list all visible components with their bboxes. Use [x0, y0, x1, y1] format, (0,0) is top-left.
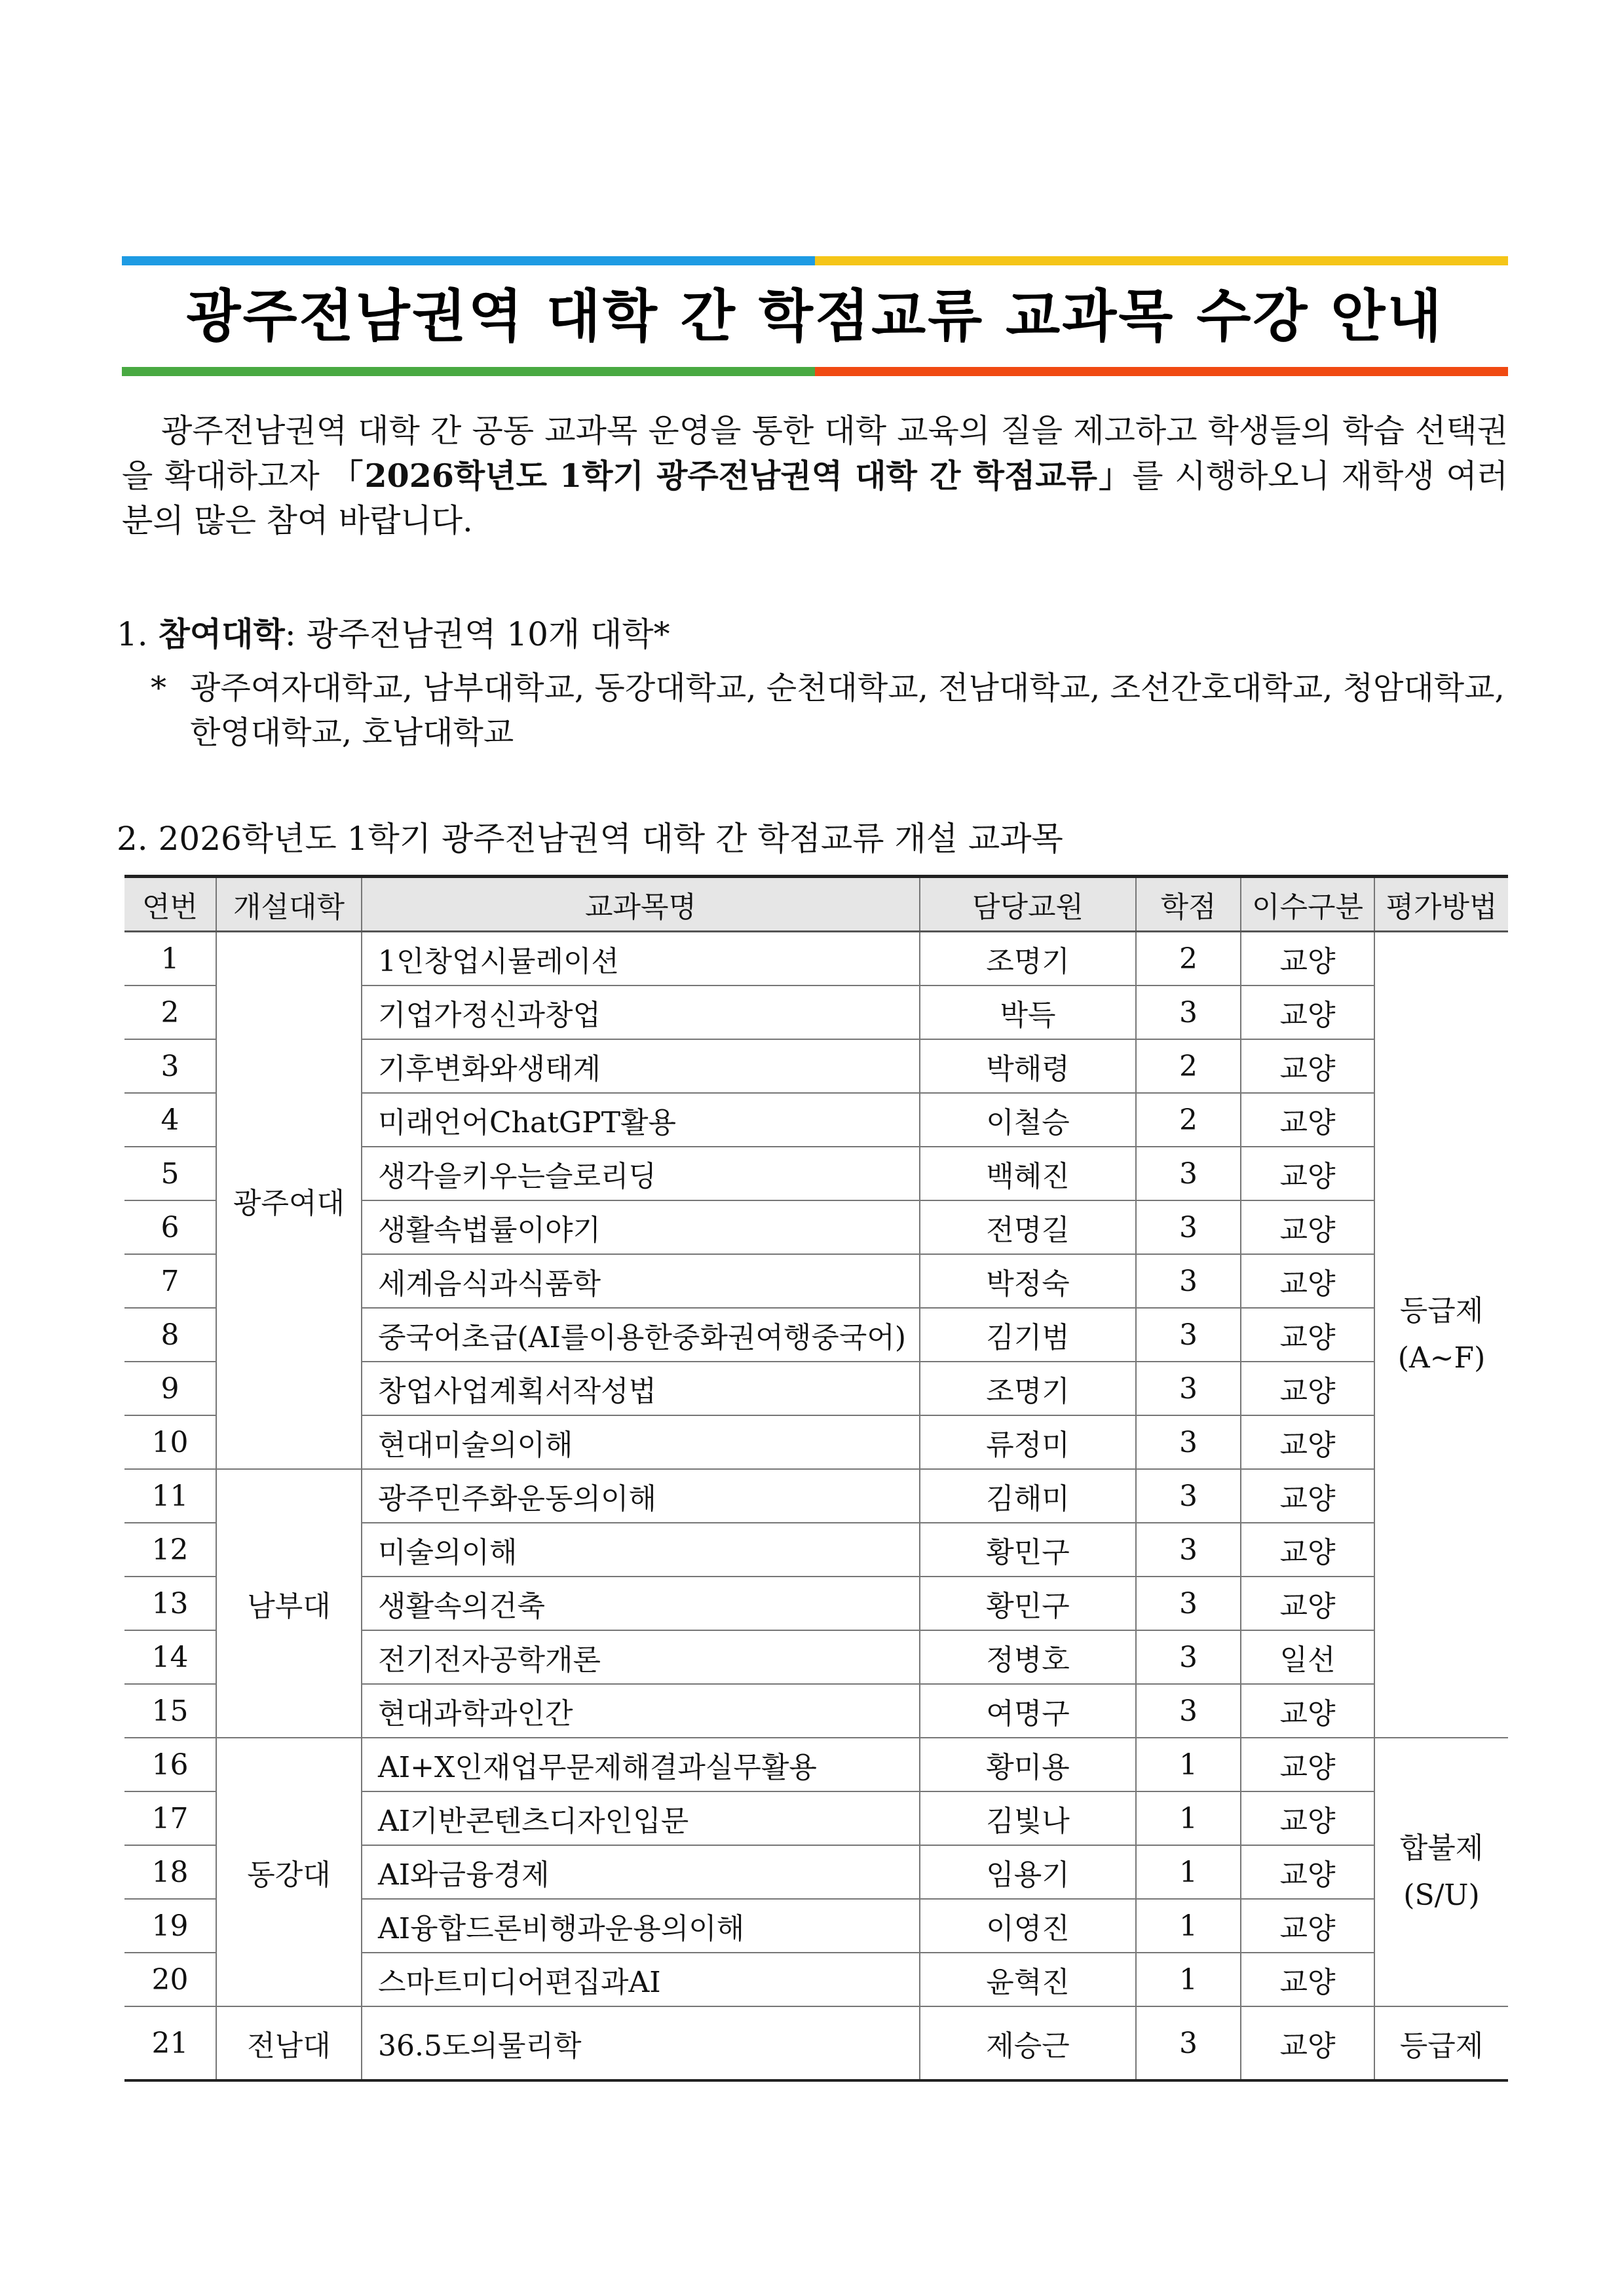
cell-university: 광주여대 — [216, 932, 362, 1470]
cell-course: AI융합드론비행과운용의이해 — [362, 1899, 920, 1953]
cell-credit: 1 — [1136, 1899, 1241, 1953]
evaluation-grade-label: 등급제 — [1399, 1294, 1484, 1328]
cell-credit: 1 — [1136, 1845, 1241, 1899]
cell-course: 생활속의건축 — [362, 1577, 920, 1630]
cell-type: 교양 — [1241, 1791, 1374, 1845]
cell-evaluation-last: 등급제 — [1374, 2006, 1508, 2080]
cell-credit: 2 — [1136, 1093, 1241, 1147]
cell-no: 19 — [124, 1899, 216, 1953]
evaluation-grade-sub: (A~F) — [1397, 1341, 1486, 1375]
cell-course: 미술의이해 — [362, 1523, 920, 1577]
section-1-label: 참여대학 — [158, 615, 285, 653]
cell-course: 현대과학과인간 — [362, 1684, 920, 1738]
cell-no: 7 — [124, 1254, 216, 1308]
cell-type: 교양 — [1241, 985, 1374, 1039]
cell-course: 세계음식과식품학 — [362, 1254, 920, 1308]
cell-professor: 전명길 — [920, 1200, 1136, 1254]
cell-type: 교양 — [1241, 932, 1374, 986]
cell-credit: 3 — [1136, 1147, 1241, 1200]
cell-no: 3 — [124, 1039, 216, 1093]
cell-type: 교양 — [1241, 1415, 1374, 1469]
cell-course: 기후변화와생태계 — [362, 1039, 920, 1093]
cell-course: 기업가정신과창업 — [362, 985, 920, 1039]
section-1-number: 1. — [117, 615, 148, 653]
table-row — [124, 1738, 1508, 1791]
cell-credit: 3 — [1136, 1200, 1241, 1254]
cell-course: 전기전자공학개론 — [362, 1630, 920, 1684]
cell-no: 9 — [124, 1362, 216, 1415]
participating-university-list: 광주여자대학교, 남부대학교, 동강대학교, 순천대학교, 전남대학교, 조선간호대학교, 청암대학교, 한영대학교, 호남대학교 — [190, 670, 1505, 751]
cell-evaluation-passfail — [1374, 1738, 1508, 2006]
cell-professor: 박해령 — [920, 1039, 1136, 1093]
title-rule-top-left — [122, 256, 815, 265]
cell-credit: 3 — [1136, 1469, 1241, 1523]
table-row — [124, 1469, 1508, 1523]
cell-credit: 3 — [1136, 1254, 1241, 1308]
cell-credit: 3 — [1136, 1684, 1241, 1738]
cell-professor: 박정숙 — [920, 1254, 1136, 1308]
cell-type: 교양 — [1241, 1684, 1374, 1738]
header-no: 연번 — [124, 877, 216, 932]
cell-professor: 임용기 — [920, 1845, 1136, 1899]
cell-no: 10 — [124, 1415, 216, 1469]
intro-highlight: 「2026학년도 1학기 광주전남권역 대학 간 학점교류」 — [331, 457, 1133, 495]
cell-professor: 백혜진 — [920, 1147, 1136, 1200]
cell-credit: 3 — [1136, 1577, 1241, 1630]
cell-course: AI와금융경제 — [362, 1845, 920, 1899]
cell-professor: 이영진 — [920, 1899, 1136, 1953]
cell-course: 1인창업시뮬레이션 — [362, 932, 920, 986]
cell-professor: 류정미 — [920, 1415, 1136, 1469]
intro-text-1: 광주전남권역 대학 간 공동 교과목 운영을 통한 대학 교육의 질을 제고하고 학생들의 학습 선택권을 확대하고자 — [122, 412, 1508, 495]
cell-no: 13 — [124, 1577, 216, 1630]
cell-type: 교양 — [1241, 1469, 1374, 1523]
cell-type: 교양 — [1241, 1523, 1374, 1577]
cell-type: 교양 — [1241, 1147, 1374, 1200]
cell-no: 16 — [124, 1738, 216, 1791]
cell-no: 18 — [124, 1845, 216, 1899]
cell-course: 창업사업계획서작성법 — [362, 1362, 920, 1415]
header-university: 개설대학 — [216, 877, 362, 932]
cell-credit: 3 — [1136, 2006, 1241, 2080]
cell-professor: 김기범 — [920, 1308, 1136, 1362]
cell-university: 남부대 — [216, 1469, 362, 1738]
cell-evaluation-grade — [1374, 932, 1508, 1738]
cell-type: 교양 — [1241, 1953, 1374, 2006]
cell-university: 동강대 — [216, 1738, 362, 2006]
cell-course: AI기반콘텐츠디자인입문 — [362, 1791, 920, 1845]
cell-course: 광주민주화운동의이해 — [362, 1469, 920, 1523]
title-rule-bottom-right — [815, 367, 1508, 376]
cell-no: 5 — [124, 1147, 216, 1200]
cell-professor: 황민구 — [920, 1577, 1136, 1630]
section-1-note — [151, 666, 1513, 755]
cell-type: 교양 — [1241, 2006, 1374, 2080]
header-professor: 담당교원 — [920, 877, 1136, 932]
cell-type: 교양 — [1241, 1254, 1374, 1308]
cell-no: 17 — [124, 1791, 216, 1845]
section-1-text: : 광주전남권역 10개 대학* — [284, 615, 670, 653]
cell-credit: 3 — [1136, 1523, 1241, 1577]
cell-course: 생활속법률이야기 — [362, 1200, 920, 1254]
cell-no: 8 — [124, 1308, 216, 1362]
cell-professor: 조명기 — [920, 932, 1136, 986]
cell-professor: 황민구 — [920, 1523, 1136, 1577]
cell-credit: 2 — [1136, 932, 1241, 986]
cell-no: 4 — [124, 1093, 216, 1147]
cell-credit: 1 — [1136, 1738, 1241, 1791]
section-2-heading: 2. 2026학년도 1학기 광주전남권역 대학 간 학점교류 개설 교과목 — [117, 820, 1063, 858]
section-1-heading — [117, 612, 1512, 657]
cell-no: 2 — [124, 985, 216, 1039]
cell-credit: 3 — [1136, 1308, 1241, 1362]
cell-course: 스마트미디어편집과AI — [362, 1953, 920, 2006]
cell-credit: 3 — [1136, 985, 1241, 1039]
cell-no: 11 — [124, 1469, 216, 1523]
cell-course: 미래언어ChatGPT활용 — [362, 1093, 920, 1147]
header-type: 이수구분 — [1241, 877, 1374, 932]
evaluation-passfail-label: 합불제 — [1399, 1831, 1484, 1865]
cell-professor: 이철승 — [920, 1093, 1136, 1147]
cell-type: 교양 — [1241, 1738, 1374, 1791]
cell-course: 36.5도의물리학 — [362, 2006, 920, 2080]
cell-type: 교양 — [1241, 1308, 1374, 1362]
cell-course: AI+X인재업무문제해결과실무활용 — [362, 1738, 920, 1791]
cell-type: 교양 — [1241, 1362, 1374, 1415]
table-row — [124, 2006, 1508, 2080]
evaluation-passfail-sub: (S/U) — [1403, 1879, 1480, 1912]
cell-type: 교양 — [1241, 1899, 1374, 1953]
cell-type: 교양 — [1241, 1039, 1374, 1093]
cell-professor: 제승근 — [920, 2006, 1136, 2080]
cell-credit: 3 — [1136, 1630, 1241, 1684]
intro-paragraph — [122, 409, 1508, 543]
header-evaluation: 평가방법 — [1374, 877, 1508, 932]
cell-course: 중국어초급(AI를이용한중화권여행중국어) — [362, 1308, 920, 1362]
cell-professor: 김해미 — [920, 1469, 1136, 1523]
cell-professor: 황미용 — [920, 1738, 1136, 1791]
cell-course: 생각을키우는슬로리딩 — [362, 1147, 920, 1200]
cell-type: 교양 — [1241, 1577, 1374, 1630]
cell-type: 일선 — [1241, 1630, 1374, 1684]
cell-type: 교양 — [1241, 1845, 1374, 1899]
title-rule-bottom-left — [122, 367, 815, 376]
cell-credit: 3 — [1136, 1415, 1241, 1469]
cell-professor: 조명기 — [920, 1362, 1136, 1415]
cell-credit: 3 — [1136, 1362, 1241, 1415]
cell-professor: 윤혁진 — [920, 1953, 1136, 2006]
cell-professor: 김빛나 — [920, 1791, 1136, 1845]
cell-no: 20 — [124, 1953, 216, 2006]
cell-no: 15 — [124, 1684, 216, 1738]
title-rule-top-right — [815, 256, 1508, 265]
cell-professor: 박득 — [920, 985, 1136, 1039]
cell-professor: 여명구 — [920, 1684, 1136, 1738]
header-credit: 학점 — [1136, 877, 1241, 932]
document-title: 광주전남권역 대학 간 학점교류 교과목 수강 안내 — [186, 284, 1444, 349]
cell-credit: 1 — [1136, 1791, 1241, 1845]
note-mark: * — [151, 670, 166, 706]
header-course: 교과목명 — [362, 877, 920, 932]
cell-no: 14 — [124, 1630, 216, 1684]
table-header-row — [124, 877, 1508, 932]
cell-professor: 정병호 — [920, 1630, 1136, 1684]
cell-no: 21 — [124, 2006, 216, 2080]
cell-credit: 2 — [1136, 1039, 1241, 1093]
cell-no: 12 — [124, 1523, 216, 1577]
table-row — [124, 932, 1508, 986]
cell-course: 현대미술의이해 — [362, 1415, 920, 1469]
cell-type: 교양 — [1241, 1093, 1374, 1147]
course-table — [124, 875, 1508, 2082]
intro-text-2: 를 시행하오니 재학생 여러분의 많은 참여 바랍니다. — [122, 457, 1509, 539]
cell-no: 1 — [124, 932, 216, 986]
cell-type: 교양 — [1241, 1200, 1374, 1254]
cell-no: 6 — [124, 1200, 216, 1254]
cell-university: 전남대 — [216, 2006, 362, 2080]
cell-credit: 1 — [1136, 1953, 1241, 2006]
